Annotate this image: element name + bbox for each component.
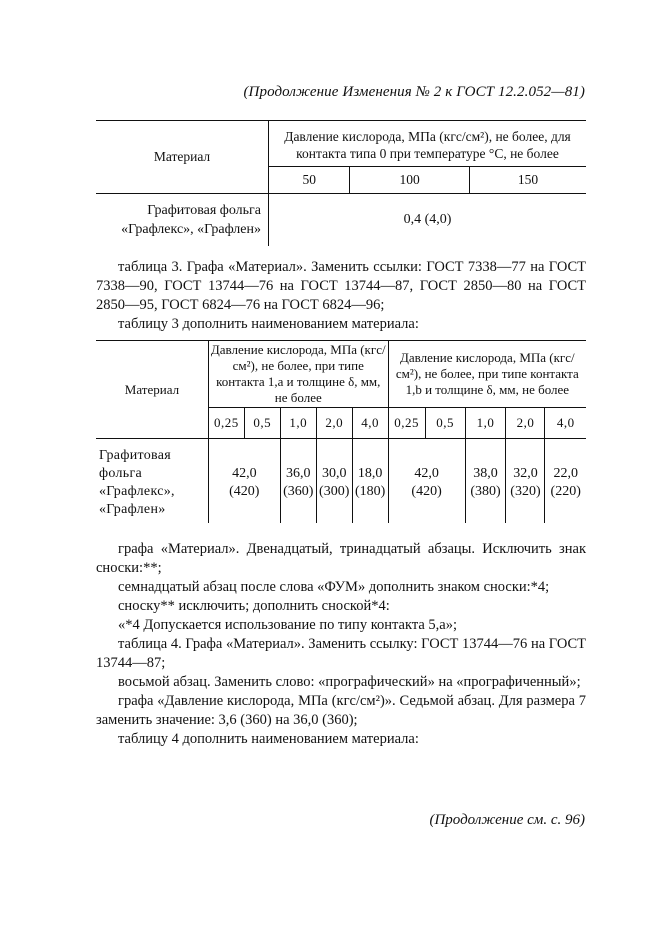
text-line: таблицу 4 дополнить наименованием материала: bbox=[118, 731, 419, 747]
continuation-header: (Продолжение Изменения № 2 к ГОСТ 12.2.052—81) bbox=[243, 84, 585, 100]
table1-temp-100: 100 bbox=[350, 167, 469, 194]
table2-thickness: 0,25 bbox=[208, 408, 244, 439]
value: 42,0 bbox=[414, 466, 439, 481]
table2-group1-header: Давление кислорода, МПа (кгс/см²), не более, при типе контакта 1,а и толщине δ, мм, не более bbox=[208, 341, 388, 408]
text-line: графа «Давление кислорода, МПа (кгс/см²)». Седьмой абзац. Для размера 7 заменить значение: 3,6 (360) на 36,0 (360); bbox=[96, 693, 586, 728]
table2-thickness: 0,25 bbox=[388, 408, 425, 439]
value: 38,0 bbox=[473, 466, 498, 481]
paragraph-table3-refs bbox=[96, 258, 586, 334]
text-line: семнадцатый абзац после слова «ФУМ» дополнить знаком сноски:*4; bbox=[118, 579, 550, 595]
table1-material-cell: Графитовая фольга «Графлекс», «Графлен» bbox=[96, 194, 269, 247]
value-kgf: (300) bbox=[319, 484, 350, 499]
value: 30,0 bbox=[321, 466, 347, 481]
table-graphite-type0 bbox=[96, 120, 586, 246]
table2-value-cell bbox=[388, 439, 465, 524]
table2-material-header: Материал bbox=[96, 341, 208, 439]
value-kgf: (380) bbox=[470, 484, 501, 499]
value-kgf: (220) bbox=[550, 484, 581, 499]
value: 32,0 bbox=[513, 466, 538, 481]
value-kgf: (180) bbox=[355, 484, 386, 499]
text-line: сноску** исключить; дополнить сноской*4: bbox=[118, 598, 390, 614]
text-line: графа «Материал». Двенадцатый, тринадцатый абзацы. Исключить знак сноски:**; bbox=[96, 541, 586, 576]
paragraph-changes bbox=[96, 540, 586, 749]
table2-value-cell bbox=[280, 439, 316, 524]
value-kgf: (420) bbox=[411, 484, 442, 499]
continuation-footer: (Продолжение см. с. 96) bbox=[429, 812, 585, 828]
table2-value-cell bbox=[506, 439, 545, 524]
table1-value-cell: 0,4 (4,0) bbox=[403, 212, 452, 227]
table2-thickness: 1,0 bbox=[280, 408, 316, 439]
value: 36,0 bbox=[285, 466, 311, 481]
text-line: таблица 4. Графа «Материал». Заменить ссылку: ГОСТ 13744—76 на ГОСТ 13744—87; bbox=[96, 636, 586, 671]
table2-thickness: 2,0 bbox=[506, 408, 545, 439]
table2-material-cell: Графитовая фольга «Графлекс», «Графлен» bbox=[96, 439, 208, 524]
table2-thickness: 4,0 bbox=[545, 408, 586, 439]
table1-material-header: Материал bbox=[96, 121, 269, 194]
table2-thickness: 2,0 bbox=[316, 408, 352, 439]
text-line: восьмой абзац. Заменить слово: «прографический» на «прографиченный»; bbox=[118, 674, 581, 690]
value-kgf: (420) bbox=[229, 484, 260, 499]
table2-value-cell bbox=[545, 439, 586, 524]
table2-thickness: 0,5 bbox=[244, 408, 280, 439]
table-graphite-type1 bbox=[96, 340, 586, 523]
text-line: таблица 3. Графа «Материал». Заменить ссылки: ГОСТ 7338—77 на ГОСТ 7338—90, ГОСТ 13744—76 на ГОСТ 13744—87, ГОСТ 2850—80 на ГОСТ 2850—95, ГОСТ 6824—76 на ГОСТ 6824—96; bbox=[96, 259, 586, 313]
value: 22,0 bbox=[553, 466, 578, 481]
table2-value-cell bbox=[465, 439, 506, 524]
table2-value-cell bbox=[352, 439, 388, 524]
table2-value-cell bbox=[316, 439, 352, 524]
table2-thickness: 1,0 bbox=[465, 408, 506, 439]
table2-thickness: 0,5 bbox=[425, 408, 465, 439]
value-kgf: (320) bbox=[510, 484, 541, 499]
table2-thickness: 4,0 bbox=[352, 408, 388, 439]
text-line: «*4 Допускается использование по типу контакта 5,а»; bbox=[118, 617, 457, 633]
table1-temp-150: 150 bbox=[469, 167, 586, 194]
table1-temp-50: 50 bbox=[269, 167, 350, 194]
table2-group2-header: Давление кислорода, МПа (кгс/см²), не более, при типе контакта 1,b и толщине δ, мм, не более bbox=[388, 341, 586, 408]
value: 18,0 bbox=[357, 466, 383, 481]
value-kgf: (360) bbox=[283, 484, 314, 499]
text-line: таблицу 3 дополнить наименованием материала: bbox=[118, 316, 419, 332]
table1-pressure-header: Давление кислорода, МПа (кгс/см²), не более, для контакта типа 0 при температуре °С, не более bbox=[269, 121, 587, 167]
table2-value-cell bbox=[208, 439, 280, 524]
value: 42,0 bbox=[232, 466, 257, 481]
